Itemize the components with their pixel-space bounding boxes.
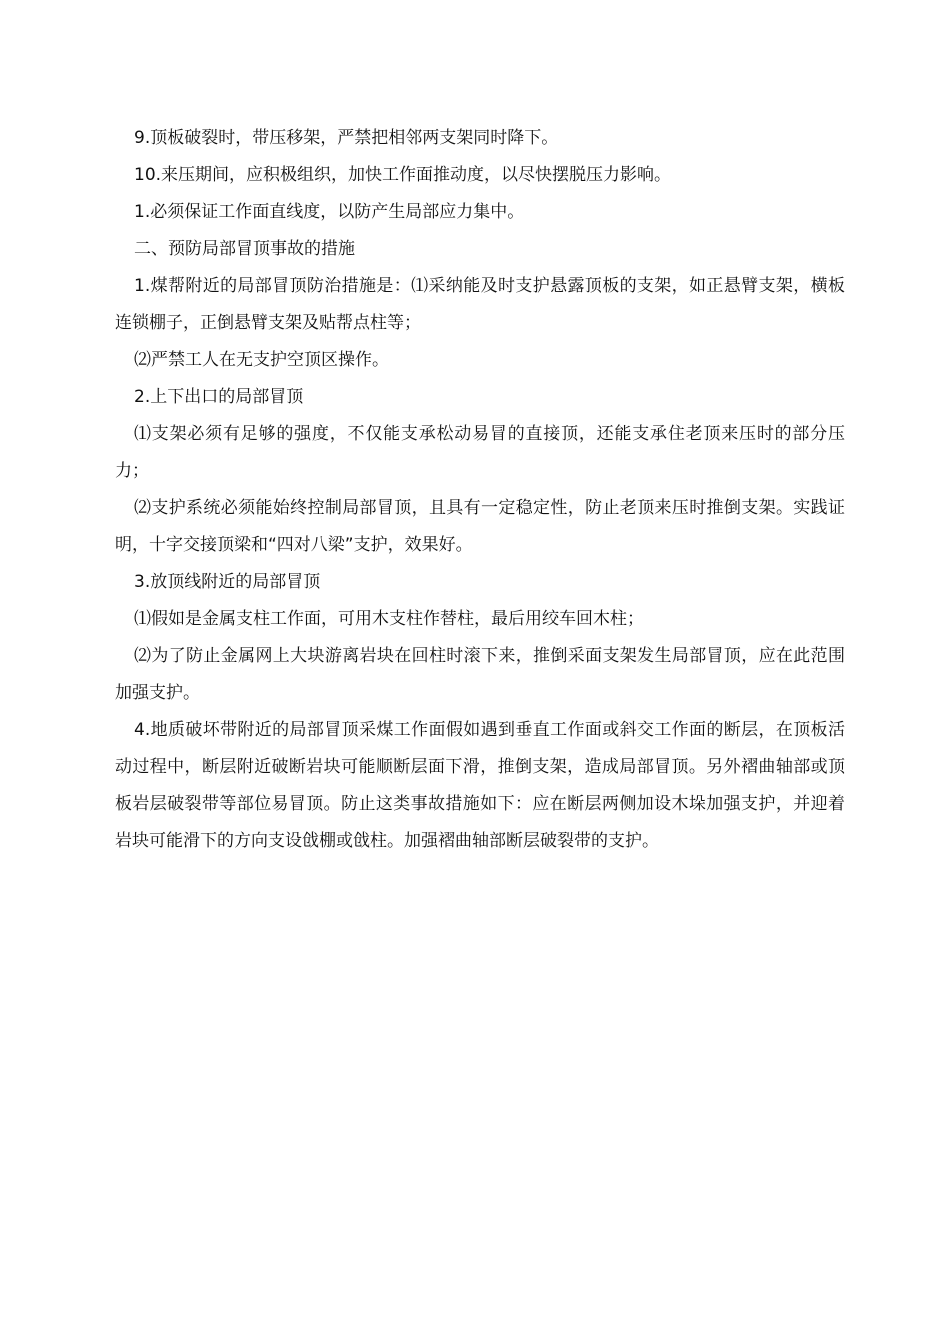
subheading-2: 2.上下出口的局部冒顶 <box>134 387 304 407</box>
paragraph-11: ⑴假如是金属支柱工作面，可用木支柱作替柱，最后用绞车回木柱； <box>134 609 644 629</box>
paragraph-9: ⑵支护系统必须能始终控制局部冒顶，且具有一定稳定性，防止老顶来压时推倒支架。实践证明，十字交接顶梁和“四对八梁”支护，效果好。 <box>115 498 845 555</box>
paragraph-2: 10.来压期间，应积极组织，加快工作面推动度，以尽快摆脱压力影响。 <box>134 165 672 185</box>
paragraph-1: 9.顶板破裂时，带压移架，严禁把相邻两支架同时降下。 <box>134 128 559 148</box>
subheading-3: 3.放顶线附近的局部冒顶 <box>134 572 321 592</box>
paragraph-3: 1.必须保证工作面直线度，以防产生局部应力集中。 <box>134 202 525 222</box>
paragraph-5: 1.煤帮附近的局部冒顶防治措施是：⑴采纳能及时支护悬露顶板的支架，如正悬臂支架，横板连锁棚子，正倒悬臂支架及贴帮点柱等； <box>115 276 845 333</box>
paragraph-8: ⑴支架必须有足够的强度，不仅能支承松动易冒的直接顶，还能支承住老顶来压时的部分压力； <box>115 424 845 481</box>
paragraph-13: 4.地质破坏带附近的局部冒顶采煤工作面假如遇到垂直工作面或斜交工作面的断层，在顶板活动过程中，断层附近破断岩块可能顺断层面下滑，推倒支架，造成局部冒顶。另外褶曲轴部或顶板岩层破裂带等部位易冒顶。防止这类事故措施如下：应在断层两侧加设木垛加强支护，并迎着岩块可能滑下的方向支设戗棚或戗柱。加强褶曲轴部断层破裂带的支护。 <box>115 720 845 851</box>
section-heading: 二、预防局部冒顶事故的措施 <box>134 239 355 259</box>
paragraph-6: ⑵严禁工人在无支护空顶区操作。 <box>134 350 389 370</box>
document-body <box>115 120 845 860</box>
paragraph-12: ⑵为了防止金属网上大块游离岩块在回柱时滚下来，推倒采面支架发生局部冒顶，应在此范围加强支护。 <box>115 646 845 703</box>
